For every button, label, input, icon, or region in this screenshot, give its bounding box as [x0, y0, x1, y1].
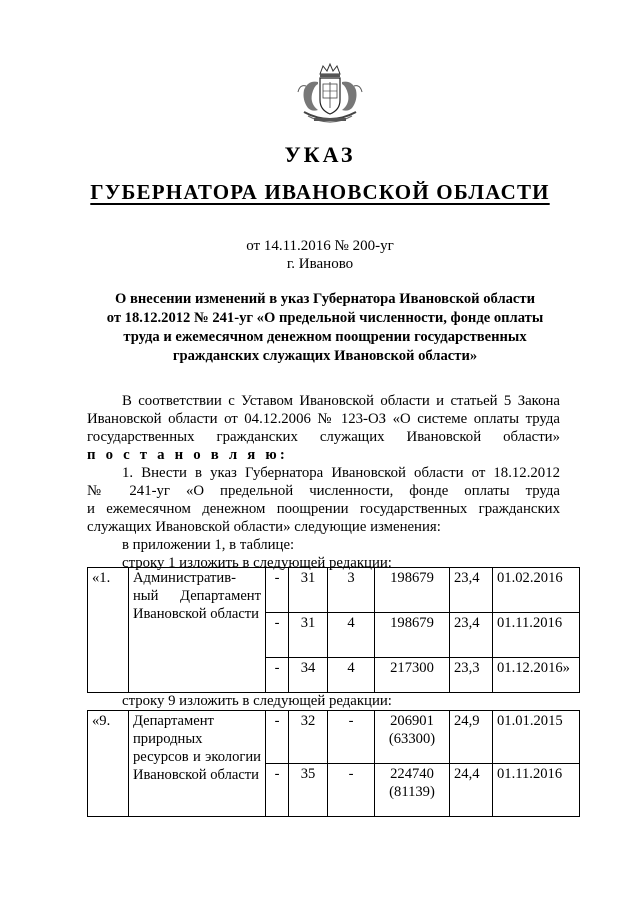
- paragraph-line: государственных гражданских служащих Ивановской области»: [87, 429, 560, 445]
- coat-of-arms-icon: [290, 62, 370, 128]
- paragraph-line: № 241-уг «О предельной численности, фонде оплаты труда: [87, 483, 560, 499]
- table-cell: 206901 (63300): [375, 711, 450, 764]
- row1-intro: строку 1 изложить в следующей редакции:: [122, 555, 392, 571]
- table-cell: -: [266, 764, 289, 817]
- paragraph-line: служащих Ивановской области» следующие изменения:: [87, 519, 441, 535]
- row-number: «1.: [88, 568, 129, 693]
- paragraph-line: и ежемесячном денежном поощрении государственных гражданских: [87, 501, 560, 517]
- table-row: [88, 711, 580, 764]
- table-cell: 01.01.2015: [493, 711, 580, 764]
- document-date: от 14.11.2016 № 200-уг: [246, 238, 394, 254]
- department-name: Департамент природных ресурсов и экологии Ивановской области: [129, 711, 266, 817]
- row9-intro: строку 9 изложить в следующей редакции:: [122, 693, 392, 709]
- table-cell: 24,4: [450, 764, 493, 817]
- decree-word: п о с т а н о в л я ю:: [87, 447, 289, 463]
- document-type: УКАЗ: [284, 142, 356, 167]
- row9-intro-block: [87, 692, 560, 710]
- table-cell: 23,4: [450, 613, 493, 658]
- table-cell: -: [328, 764, 375, 817]
- amendment-table-row-1: [87, 567, 580, 693]
- table-cell: 24,9: [450, 711, 493, 764]
- table-cell: 4: [328, 613, 375, 658]
- table-cell: 23,4: [450, 568, 493, 613]
- table-cell: 01.11.2016: [493, 764, 580, 817]
- table-cell: 31: [289, 568, 328, 613]
- paragraph-line: В соответствии с Уставом Ивановской области и статьей 5 Закона: [122, 393, 560, 409]
- table-cell: 35: [289, 764, 328, 817]
- table-cell: 31: [289, 613, 328, 658]
- table-cell: -: [266, 711, 289, 764]
- table-cell: -: [328, 711, 375, 764]
- decree-body: [87, 392, 560, 572]
- table-cell: -: [266, 658, 289, 693]
- table-cell: -: [266, 568, 289, 613]
- table-cell: 32: [289, 711, 328, 764]
- paragraph-line: Ивановской области от 04.12.2006 № 123-ОЗ «О системе оплаты труда: [87, 411, 560, 427]
- table-cell: 34: [289, 658, 328, 693]
- table-cell: -: [266, 613, 289, 658]
- department-name: Административ-ный Департамент Ивановской области: [129, 568, 266, 693]
- table-cell: 01.11.2016: [493, 613, 580, 658]
- table-cell: 4: [328, 658, 375, 693]
- issuer-heading: ГУБЕРНАТОРА ИВАНОВСКОЙ ОБЛАСТИ: [90, 180, 550, 204]
- table-cell: 01.02.2016: [493, 568, 580, 613]
- table-cell: 23,3: [450, 658, 493, 693]
- amendment-table-row-9: [87, 710, 580, 817]
- table-cell: 198679: [375, 613, 450, 658]
- table-row: [88, 568, 580, 613]
- table-cell: 198679: [375, 568, 450, 613]
- table-cell: 217300: [375, 658, 450, 693]
- document-title: О внесении изменений в указ Губернатора Ивановской области от 18.12.2012 № 241-уг «О предельной численности, фонде оплаты труда и ежемесячном денежном поощрении государственных гражданских служащих Ивановской области»: [106, 291, 544, 364]
- table-cell: 224740 (81139): [375, 764, 450, 817]
- table-cell: 3: [328, 568, 375, 613]
- table-cell: 01.12.2016»: [493, 658, 580, 693]
- appendix-line: в приложении 1, в таблице:: [122, 537, 295, 553]
- paragraph-line: 1. Внести в указ Губернатора Ивановской области от 18.12.2012: [122, 465, 560, 481]
- row-number: «9.: [88, 711, 129, 817]
- document-city: г. Иваново: [286, 256, 354, 272]
